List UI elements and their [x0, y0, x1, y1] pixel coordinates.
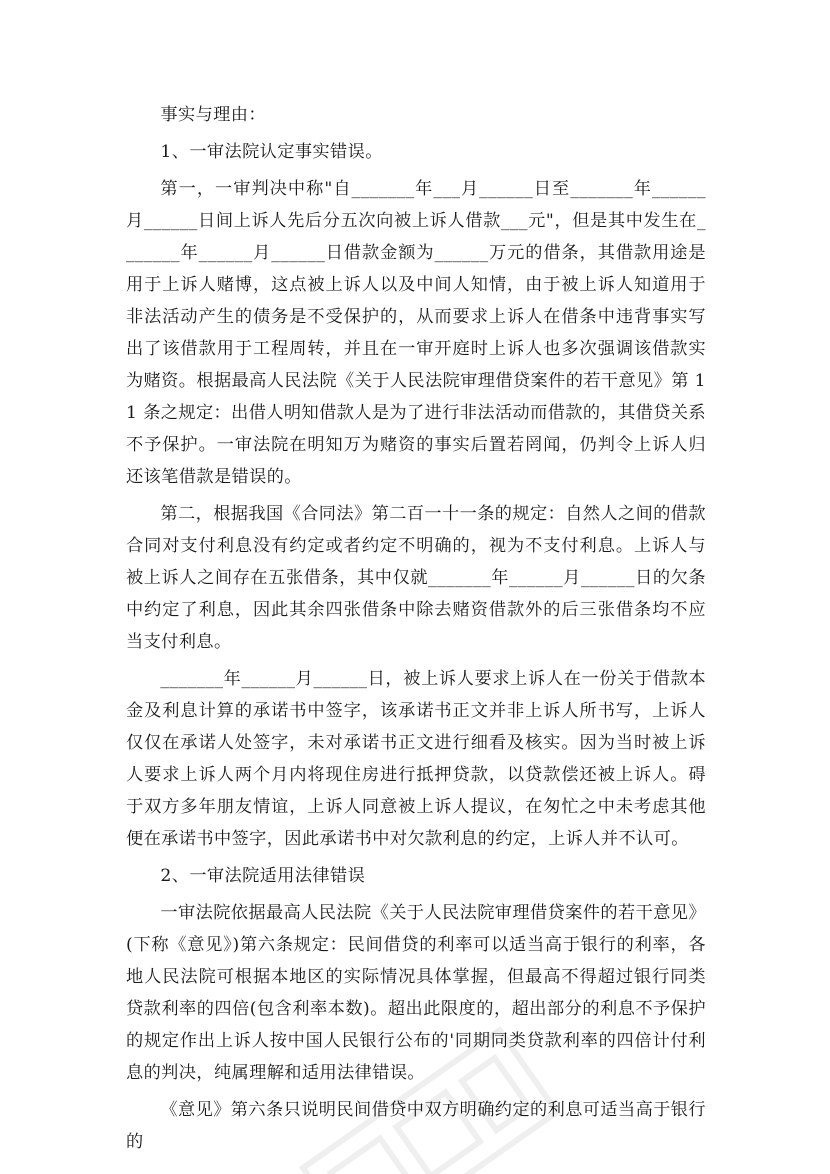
paragraph-first-argument: 第一，一审判决中称"自_______年___月______日至_______年______月______日间上诉人先后分五次向被上诉人借款___元"，但是其中发生在_______年______月______日借款金额为______万元的借条，其借款用途是用于上诉人赌博，这点被上诉人以及中间人知情，由于被上诉人知道用于非法活动产生的债务是不受保护的，从而要求上诉人在借条中违背事实写出了该借款用于工程周转，并且在一审开庭时上诉人也多次强调该借款实为赌资。根据最高人民法院《关于人民法院审理借贷案件的若干意见》第 11 条之规定：出借人明知借款人是为了进行非法活动而借款的，其借贷关系不予保护。一审法院在明知万为赌资的事实后置若罔闻，仍判令上诉人归还该笔借款是错误的。	[126, 179, 707, 487]
point-1-heading: 1、一审法院认定事实错误。	[160, 142, 383, 162]
document-body	[126, 99, 706, 1163]
section-heading-facts-and-reasons: 事实与理由：	[160, 105, 266, 125]
paragraph-opinion-article-six: 《意见》第六条只说明民间借贷中双方明确约定的利息可适当高于银行的	[126, 1100, 706, 1152]
point-2-heading: 2、一审法院适用法律错误	[160, 866, 366, 886]
paragraph-legal-application: 一审法院依据最高人民法院《关于人民法院审理借贷案件的若干意见》(下称《意见》)第六条规定：民间借贷的利率可以适当高于银行的利率，各地人民法院可根据本地区的实际情况具体掌握，但最高不得超过银行同类贷款利率的四倍(包含利率本数)。超出此限度的，超出部分的利息不予保护的规定作出上诉人按中国人民银行公布的'同期同类贷款利率的四倍计付利息的判决，纯属理解和适用法律错误。	[126, 903, 706, 1083]
paragraph-second-argument: 第二，根据我国《合同法》第二百一十一条的规定：自然人之间的借款合同对支付利息没有约定或者约定不明确的，视为不支付利息。上诉人与被上诉人之间存在五张借条，其中仅就_______年______月______日的欠条中约定了利息，因此其余四张借条中除去赌资借款外的后三张借条均不应当支付利息。	[126, 504, 706, 652]
paragraph-promissory-note: _______年______月______日，被上诉人要求上诉人在一份关于借款本金及利息计算的承诺书中签字，该承诺书正文并非上诉人所书写，上诉人仅仅在承诺人处签字，未对承诺书正文进行细看及核实。因为当时被上诉人要求上诉人两个月内将现住房进行抵押贷款，以贷款偿还被上诉人。碍于双方多年朋友情谊，上诉人同意被上诉人提议，在匆忙之中未考虑其他便在承诺书中签字，因此承诺书中对欠款利息的约定，上诉人并不认可。	[126, 669, 706, 849]
